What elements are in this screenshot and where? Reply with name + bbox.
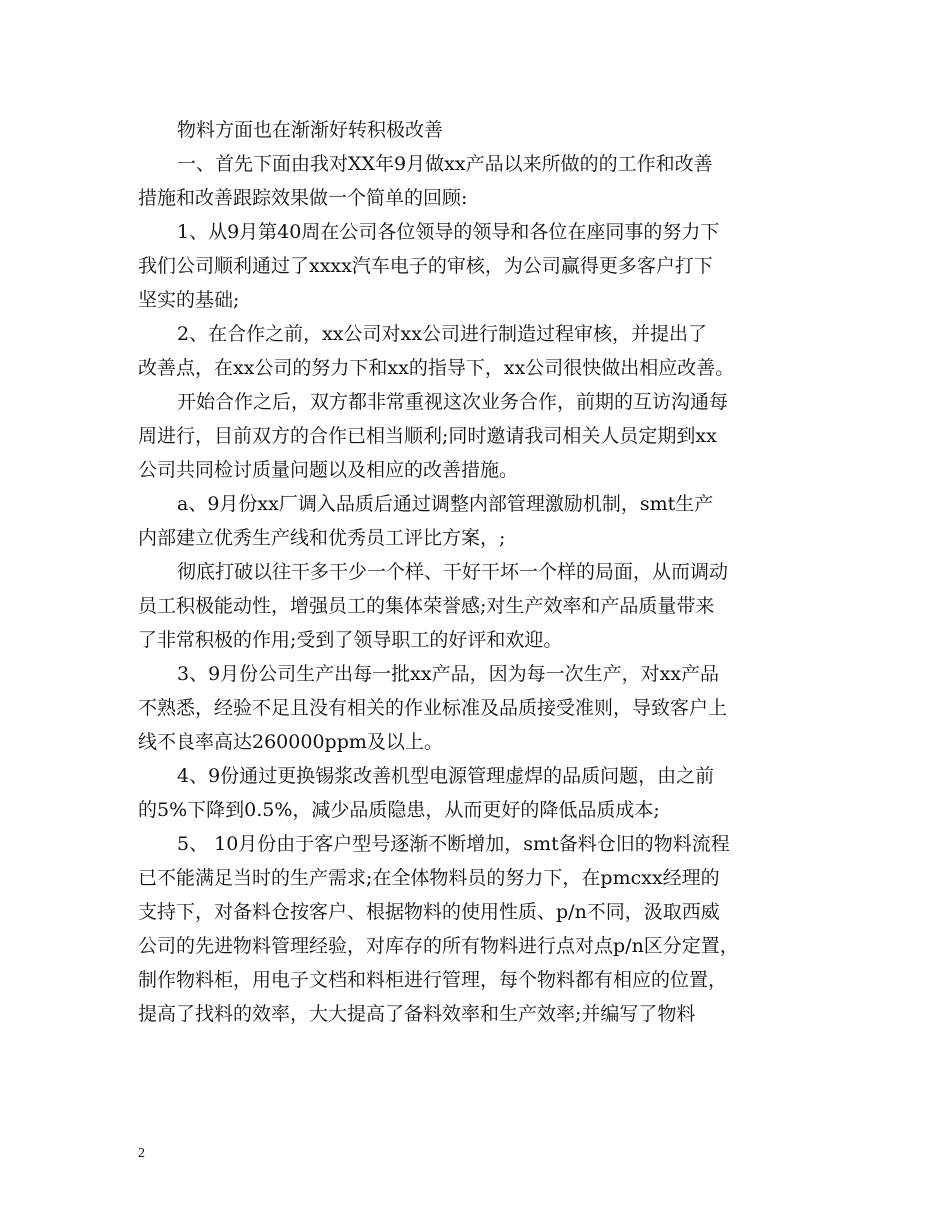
text-line: 员工积极能动性，增强员工的集体荣誉感;对生产效率和产品质量带来: [138, 595, 715, 617]
text-line: 内部建立优秀生产线和优秀员工评比方案，;: [138, 527, 506, 549]
paragraph-4: [138, 317, 818, 385]
page-number: 2: [138, 1146, 145, 1161]
paragraph-3: [138, 215, 818, 317]
text-line: 3、9月份公司生产出每一批xx产品，因为每一次生产，对xx产品: [177, 663, 720, 685]
text-line: 2、在合作之前，xx公司对xx公司进行制造过程审核，并提出了: [177, 323, 707, 345]
text-line: 彻底打破以往干多干少一个样、干好干坏一个样的局面，从而调动: [177, 561, 729, 583]
text-line: 公司共同检讨质量问题以及相应的改善措施。: [138, 459, 519, 481]
text-line: a、9月份xx厂调入品质后通过调整内部管理激励机制，smt生产: [177, 493, 714, 515]
text-line: 支持下，对备料仓按客户、根据物料的使用性质、p/n不同，汲取西威: [138, 901, 720, 923]
text-line: 开始合作之后，双方都非常重视这次业务合作，前期的互访沟通每: [177, 391, 729, 413]
paragraph-10: [138, 827, 818, 1031]
text-line: 制作物料柜，用电子文档和料柜进行管理，每个物料都有相应的位置，: [138, 969, 728, 991]
text-line: 一、首先下面由我对XX年9月做xx产品以来所做的的工作和改善: [177, 153, 713, 175]
document-body: [138, 113, 818, 1031]
text-line: 线不良率高达260000ppm及以上。: [138, 731, 443, 753]
text-line: 不熟悉，经验不足且没有相关的作业标准及品质接受准则，导致客户上: [138, 697, 728, 719]
text-line: 1、从9月第40周在公司各位领导的领导和各位在座同事的努力下: [177, 221, 720, 243]
text-line: 公司的先进物料管理经验，对库存的所有物料进行点对点p/n区分定置，: [138, 935, 739, 957]
text-line: 措施和改善跟踪效果做一个简单的回顾:: [138, 187, 468, 209]
paragraph-1: [138, 113, 818, 147]
paragraph-5: [138, 385, 818, 487]
paragraph-6: [138, 487, 818, 555]
paragraph-7: [138, 555, 818, 657]
text-line: 周进行，目前双方的合作已相当顺利;同时邀请我司相关人员定期到xx: [138, 425, 717, 447]
paragraph-9: [138, 759, 818, 827]
text-line: 改善点，在xx公司的努力下和xx的指导下，xx公司很快做出相应改善。: [138, 357, 735, 379]
text-line: 已不能满足当时的生产需求;在全体物料员的努力下，在pmcxx经理的: [138, 867, 720, 889]
text-line: 物料方面也在渐渐好转积极改善: [177, 119, 444, 141]
text-line: 了非常积极的作用;受到了领导职工的好评和欢迎。: [138, 629, 563, 651]
paragraph-2: [138, 147, 818, 215]
text-line: 提高了找料的效率，大大提高了备料效率和生产效率;并编写了物料: [138, 1003, 696, 1025]
text-line: 坚实的基础;: [138, 289, 240, 311]
text-line: 我们公司顺利通过了xxxx汽车电子的审核，为公司赢得更多客户打下: [138, 255, 713, 277]
text-line: 5、 10月份由于客户型号逐渐不断增加，smt备料仓旧的物料流程: [177, 833, 730, 855]
text-line: 的5%下降到0.5%，减少品质隐患，从而更好的降低品质成本;: [138, 799, 660, 821]
paragraph-8: [138, 657, 818, 759]
text-line: 4、9份通过更换锡浆改善机型电源管理虚焊的品质问题，由之前: [177, 765, 715, 787]
